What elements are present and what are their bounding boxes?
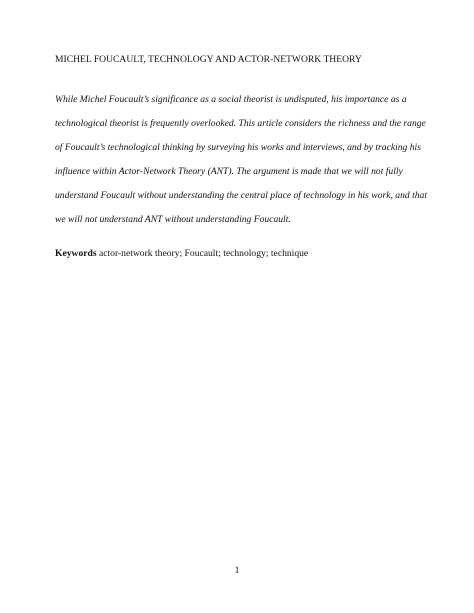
keywords (55, 248, 308, 260)
abstract-line-1: While Michel Foucault’s significance as a social theorist is undisputed, his importance as a (55, 94, 407, 105)
abstract-line-2: technological theorist is frequently overlooked. This article considers the richness and the range (55, 118, 426, 129)
paper-title: MICHEL FOUCAULT, TECHNOLOGY AND ACTOR-NETWORK THEORY (55, 54, 362, 65)
abstract-line-6: we will not understand ANT without understanding Foucault. (55, 214, 291, 225)
keywords-text: actor-network theory; Foucault; technology; technique (96, 248, 309, 259)
abstract-line-3: of Foucault’s technological thinking by surveying his works and interviews, and by tracking his (55, 142, 421, 153)
keywords-label: Keywords (55, 248, 97, 259)
abstract-line-4: influence within Actor-Network Theory (ANT). The argument is made that we will not fully (55, 166, 403, 177)
abstract-line-5: understand Foucault without understanding the central place of technology in his work, and that (55, 190, 427, 201)
page-number: 1 (234, 565, 240, 576)
